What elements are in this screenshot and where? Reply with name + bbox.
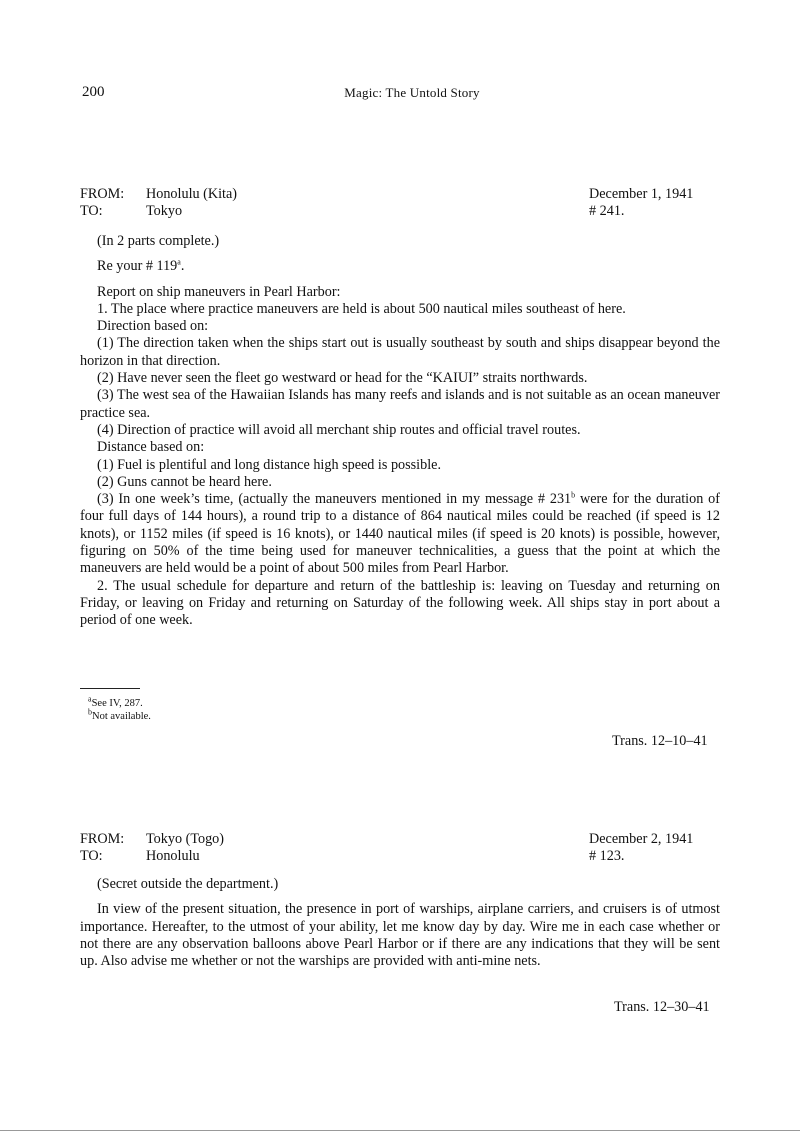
message2-header-right [589, 831, 693, 866]
message2-header-left [80, 831, 224, 866]
trans-date: Trans. 12–10–41 [612, 733, 708, 749]
paragraph: (2) Guns cannot be heard here. [97, 473, 272, 490]
paragraph: In view of the present situation, the presence in port of warships, airplane carriers, and cruisers is of utmost importance. Hereafter, to the utmost of your ability, let me know day by day. Wire me in each case whether or not there are any observation balloons above Pearl Harbor or if there are any indications that they will be sent up. Also advise me whether or not the warships are provided with anti-mine nets. [80, 901, 720, 970]
message-date: December 1, 1941 [589, 186, 694, 202]
running-head-part: Magic [344, 85, 379, 100]
footnote-mark: a [177, 257, 181, 267]
page-edge-rule [0, 1130, 800, 1131]
paragraph: (Secret outside the department.) [97, 876, 279, 892]
message1-body [80, 233, 720, 630]
message-number: # 123. [589, 848, 625, 865]
paragraph: (3) In one week’s time, (actually the maneuvers mentioned in my message # 231$^b$ were for the duration of four full days of 144 hours), a round trip to a distance of 864 nautical miles could be reached (if speed is 12 knots), or 1152 miles (if speed is 16 knots), or 1440 nautical miles (if speed is 20 knots) is possible, however, figuring on 50% of the time being used for maneuver technicalities, a guess that the point at which the maneuvers are held would be a point of about 500 miles from Pearl Harbor. [80, 490, 720, 577]
from-value: Tokyo (Togo) [146, 831, 225, 847]
message-number: # 241. [589, 203, 625, 220]
paragraph: (1) Fuel is plentiful and long distance high speed is possible. [97, 456, 441, 473]
page-number: 200 [82, 84, 105, 100]
paragraph: (3) The west sea of the Hawaiian Islands has many reefs and islands and is not suitable as an ocean maneuver practice sea. [80, 387, 720, 421]
trans-date: Trans. 12–30–41 [614, 999, 710, 1015]
paragraph: 2. The usual schedule for departure and return of the battleship is: leaving on Tuesday and returning on Friday, or leaving on Friday and returning on Saturday of the following week. All ships stay in port about a period of one week. [80, 577, 720, 629]
footnote-mark: b [571, 490, 576, 500]
from-label: FROM: [80, 831, 125, 847]
paragraph: (In 2 parts complete.) [97, 233, 220, 249]
to-value: Tokyo [146, 203, 183, 220]
paragraph: Direction based on: [97, 318, 209, 335]
footnote: $^b$Not available. [88, 707, 151, 722]
message-date: December 2, 1941 [589, 831, 694, 847]
paragraph: (2) Have never seen the fleet go westward or head for the “KAIUI” straits northwards. [97, 370, 588, 387]
message1-header-right [589, 186, 693, 221]
paragraph: (4) Direction of practice will avoid all merchant ship routes and official travel routes. [97, 421, 581, 438]
to-value: Honolulu [146, 848, 200, 865]
footnote: $^a$See IV, 287. [88, 694, 143, 709]
paragraph: 1. The place where practice maneuvers are held is about 500 nautical miles southeast of here. [97, 300, 626, 317]
to-label: TO: [80, 203, 103, 220]
paragraph: Re your # 119$^a$. [97, 257, 185, 275]
running-head-part: Untold [409, 85, 448, 100]
paragraph: Report on ship maneuvers in Pearl Harbor: [97, 283, 341, 300]
running-head-part: : The [378, 85, 410, 100]
paragraph: Distance based on: [97, 439, 205, 456]
message2-body [80, 876, 720, 970]
to-label: TO: [80, 848, 103, 865]
footnote-rule [80, 688, 140, 689]
from-label: FROM: [80, 186, 125, 202]
message1-header-left [80, 186, 237, 221]
running-head [0, 84, 800, 101]
from-value: Honolulu (Kita) [146, 186, 238, 202]
paragraph: (1) The direction taken when the ships start out is usually southeast by south and ships disappear beyond the horizon in that direction. [80, 335, 720, 369]
running-head-part: Story [447, 85, 480, 100]
